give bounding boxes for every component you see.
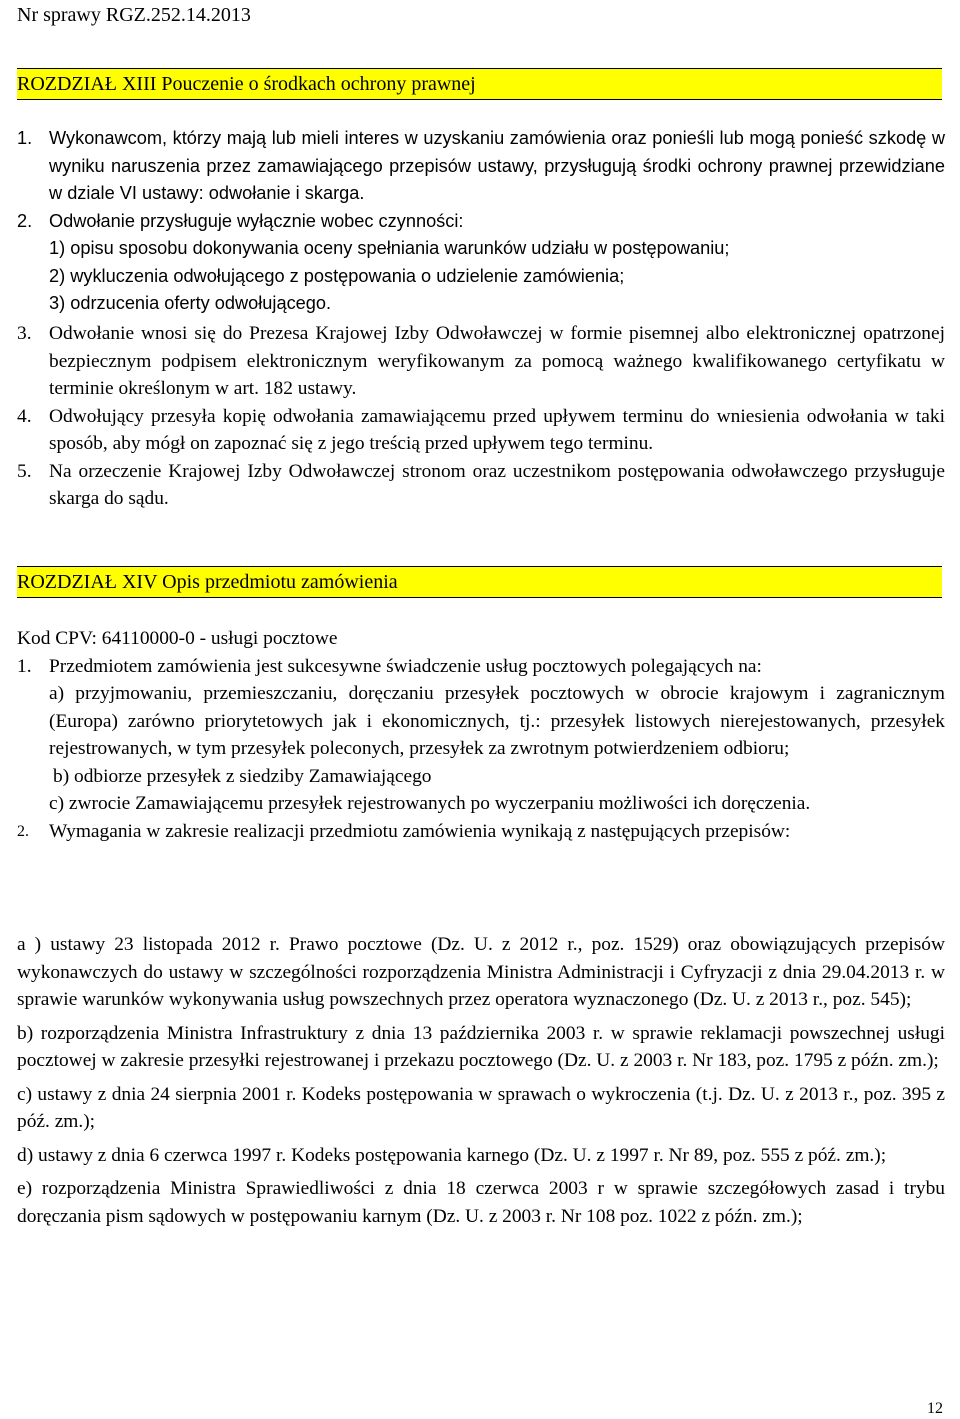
regulations-list [17,931,945,1236]
sub-item-c [17,790,945,818]
sub-item: 3) odrzucenia oferty odwołującego. [49,293,332,313]
sub-item-b: b) odbiorze przesyłek z siedziby Zamawiającego [53,765,432,787]
cpv-label: Kod CPV: [17,628,97,649]
chapter-13-body [17,125,945,318]
page-number: 12 [927,1400,943,1417]
item-text: Wymagania w zakresie realizacji przedmiotu zamówienia wynikają z następujących przepisów: [49,820,791,842]
chapter-13-body-continued [17,320,945,513]
item-text: Odwołanie przysługuje wyłącznie wobec czynności: [49,210,464,231]
chapter-14-title: ROZDZIAŁ XIV Opis przedmiotu zamówienia [17,566,942,598]
cpv-value: 64110000-0 - usługi pocztowe [96,628,338,649]
document-header: Nr sprawy RGZ.252.14.2013 [17,4,251,26]
sub-item: 2) wykluczenia odwołującego z postępowania o udzielenie zamówienia; [49,265,625,286]
list-item [17,125,945,208]
item-text: Odwołujący przesyła kopię odwołania zamawiającemu przed upływem terminu do wniesienia odwołania w taki sposób, aby mógł on zapoznać się z jego treścią przed upływem tego terminu. [49,405,945,454]
item-number: 4. [17,405,32,427]
item-text: Na orzeczenie Krajowej Izby Odwoławczej stronom oraz uczestnikom postępowania odwoławczego przysługuje skarga do sądu. [49,460,945,509]
chapter-14-body [17,625,945,845]
item-number: 5. [17,460,32,482]
sub-item: 1) opisu sposobu dokonywania oceny spełniania warunków udziału w postępowaniu; [49,238,730,258]
chapter-13-title: ROZDZIAŁ XIII Pouczenie o środkach ochrony prawnej [17,68,942,100]
item-number: 2. [17,210,33,231]
regulation-item: e) rozporządzenia Ministra Sprawiedliwości z dnia 18 czerwca 2003 r w sprawie szczegółowych zasad i trybu doręczania pism sądowych w postępowaniu karnym (Dz. U. z 2003 r. Nr 108 poz. 1022 z późn. zm.); [17,1178,945,1227]
item-text: Odwołanie wnosi się do Prezesa Krajowej Izby Odwoławczej w formie pisemnej albo elektronicznej opatrzonej bezpiecznym podpisem elektronicznym weryfikowanym za pomocą ważnego kwalifikowanego certyfikatu w terminie określonym w art. 182 ustawy. [49,323,945,399]
item-text: Wykonawcom, którzy mają lub mieli interes w uzyskaniu zamówienia oraz ponieśli lub mogą ponieść szkodę w wyniku naruszenia przez zamawiającego przepisów ustawy, przysługują środki ochrony prawnej przewidziane w dziale VI ustawy: odwołanie i skarga. [49,128,945,203]
list-item [17,320,945,403]
cpv-line [17,625,945,653]
sub-item-a: a) przyjmowaniu, przemieszczaniu, doręczaniu przesyłek pocztowych w obrocie krajowym i zagranicznym (Europa) zarówno priorytetowych jak i ekonomicznych, tj.: przesyłek listowych nierejestowanych, przesyłek rejestrowanych, w tym przesyłek poleconych, przesyłek za zwrotnym potwierdzeniem odbioru; [49,683,945,759]
list-item [17,403,945,458]
item-number: 2. [17,822,29,840]
regulation-item: a ) ustawy 23 listopada 2012 r. Prawo pocztowe (Dz. U. z 2012 r., poz. 1529) oraz obowiązujących przepisów wykonawczych do ustawy w szczególności rozporządzenia Ministra Administracji i Cyfryzacji z dnia 29.04.2013 r. w sprawie warunków wykonywania usług powszechnych przez operatora wyznaczonego (Dz. U. z 2013 r., poz. 545); [17,934,945,1010]
list-item [17,208,945,236]
item-text: Przedmiotem zamówienia jest sukcesywne świadczenie usług pocztowych polegających na: [49,655,762,677]
item-number: 1. [17,655,32,677]
list-item [17,653,945,681]
list-item [17,818,945,846]
sub-item-c-text: c) zwrocie Zamawiającemu przesyłek rejestrowanych po wyczerpaniu możliwości ich doręczenia. [49,793,811,814]
list-item [17,458,945,513]
regulation-item: d) ustawy z dnia 6 czerwca 1997 r. Kodeks postępowania karnego (Dz. U. z 1997 r. Nr 89, poz. 555 z póź. zm.); [17,1144,887,1166]
item-number: 1. [17,128,33,148]
item-number: 3. [17,323,32,344]
regulation-item: c) ustawy z dnia 24 sierpnia 2001 r. Kodeks postępowania w sprawach o wykroczenia (t.j. Dz. U. z 2013 r., poz. 395 z póź. zm.); [17,1083,945,1132]
regulation-item: b) rozporządzenia Ministra Infrastruktury z dnia 13 października 2003 r. w sprawie reklamacji powszechnej usługi pocztowej w zakresie przesyłki rejestrowanej i przekazu pocztowego (Dz. U. z 2003 r. Nr 183, poz. 1795 z późn. zm.); [17,1022,945,1071]
